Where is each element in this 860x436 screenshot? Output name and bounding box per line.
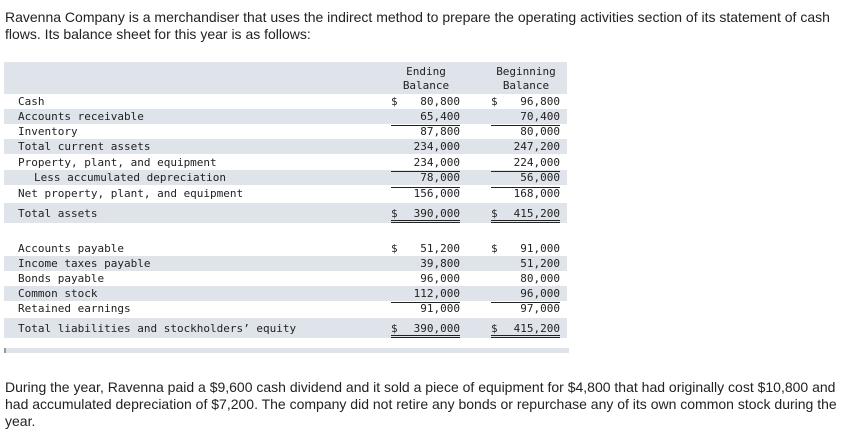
beginning-value: 247,200 <box>513 140 560 153</box>
table-row-total-liabilities-equity <box>4 318 567 338</box>
row-label: Total current assets <box>18 140 151 153</box>
row-label: Retained earnings <box>18 302 131 315</box>
ending-value: 96,000 <box>420 272 460 285</box>
row-label: Common stock <box>18 287 98 300</box>
row-label: Income taxes payable <box>18 257 151 270</box>
table-row-bonds-payable <box>4 271 567 286</box>
beginning-value: 70,400 <box>520 110 560 123</box>
table-row-accumulated-depreciation <box>4 170 567 185</box>
row-label: Inventory <box>18 125 78 138</box>
dollar-sign: $ <box>391 322 398 335</box>
dollar-sign: $ <box>391 207 398 220</box>
table-row-net-ppe <box>4 186 567 201</box>
dollar-sign: $ <box>491 242 498 255</box>
dollar-sign: $ <box>491 207 498 220</box>
ending-value: 156,000 <box>413 187 460 200</box>
beginning-value: 415,200 <box>513 322 560 335</box>
row-label: Total liabilities and stockholders’ equity <box>18 322 297 335</box>
table-row-accounts-payable <box>4 241 567 256</box>
dollar-sign: $ <box>491 95 498 108</box>
row-label: Cash <box>18 95 45 108</box>
row-label: Accounts receivable <box>18 110 144 123</box>
table-row-retained-earnings <box>4 301 567 316</box>
balance-sheet-table <box>4 62 567 352</box>
beginning-value: 96,000 <box>520 287 560 300</box>
ending-value: 390,000 <box>413 322 460 335</box>
row-label: Net property, plant, and equipment <box>18 187 244 200</box>
beginning-value: 51,200 <box>520 257 560 270</box>
ending-value: 112,000 <box>413 287 460 300</box>
ending-value: 234,000 <box>413 140 460 153</box>
table-row-cash <box>4 94 567 109</box>
beginning-balance-header: Beginning Balance <box>496 65 556 92</box>
beginning-value: 224,000 <box>513 156 560 169</box>
table-row-inventory <box>4 124 567 139</box>
beginning-value: 91,000 <box>520 242 560 255</box>
table-scrollbar[interactable] <box>4 348 569 353</box>
row-label: Total assets <box>18 207 98 220</box>
dollar-sign: $ <box>391 95 398 108</box>
table-row-total-assets <box>4 203 567 223</box>
ending-balance-header: Ending Balance <box>402 65 450 92</box>
dollar-sign: $ <box>491 322 498 335</box>
row-label: Property, plant, and equipment <box>18 156 217 169</box>
table-row-accounts-receivable <box>4 109 567 124</box>
table-row-total-current-assets <box>4 139 567 154</box>
beginning-value: 56,000 <box>520 171 560 184</box>
row-label: Less accumulated depreciation <box>34 171 227 184</box>
table-row-ppe <box>4 155 567 170</box>
ending-value: 78,000 <box>420 171 460 184</box>
problem-intro: Ravenna Company is a merchandiser that uses the indirect method to prepare the operating activities section of its statement of cash flows. Its balance sheet for this year is as follows: <box>5 9 830 42</box>
problem-details: During the year, Ravenna paid a $9,600 cash dividend and it sold a piece of equipment for $4,800 that had originally cost $10,800 and had accumulated depreciation of $7,200. The company did not retire any bonds or repurchase any of its own common stock during the year. <box>5 379 837 429</box>
ending-value: 51,200 <box>420 242 460 255</box>
beginning-value: 168,000 <box>513 187 560 200</box>
ending-value: 65,400 <box>420 110 460 123</box>
beginning-value: 97,000 <box>520 302 560 315</box>
beginning-value: 96,800 <box>520 95 560 108</box>
table-row-income-taxes-payable <box>4 256 567 271</box>
row-label: Accounts payable <box>18 242 124 255</box>
table-header <box>4 62 567 94</box>
row-label: Bonds payable <box>18 272 105 285</box>
beginning-value: 80,000 <box>520 272 560 285</box>
ending-value: 87,800 <box>420 125 460 138</box>
ending-value: 80,800 <box>420 95 460 108</box>
ending-value: 91,000 <box>420 302 460 315</box>
ending-value: 234,000 <box>413 156 460 169</box>
ending-value: 39,800 <box>420 257 460 270</box>
dollar-sign: $ <box>391 242 398 255</box>
beginning-value: 80,000 <box>520 125 560 138</box>
table-row-common-stock <box>4 286 567 301</box>
beginning-value: 415,200 <box>513 207 560 220</box>
ending-value: 390,000 <box>413 207 460 220</box>
